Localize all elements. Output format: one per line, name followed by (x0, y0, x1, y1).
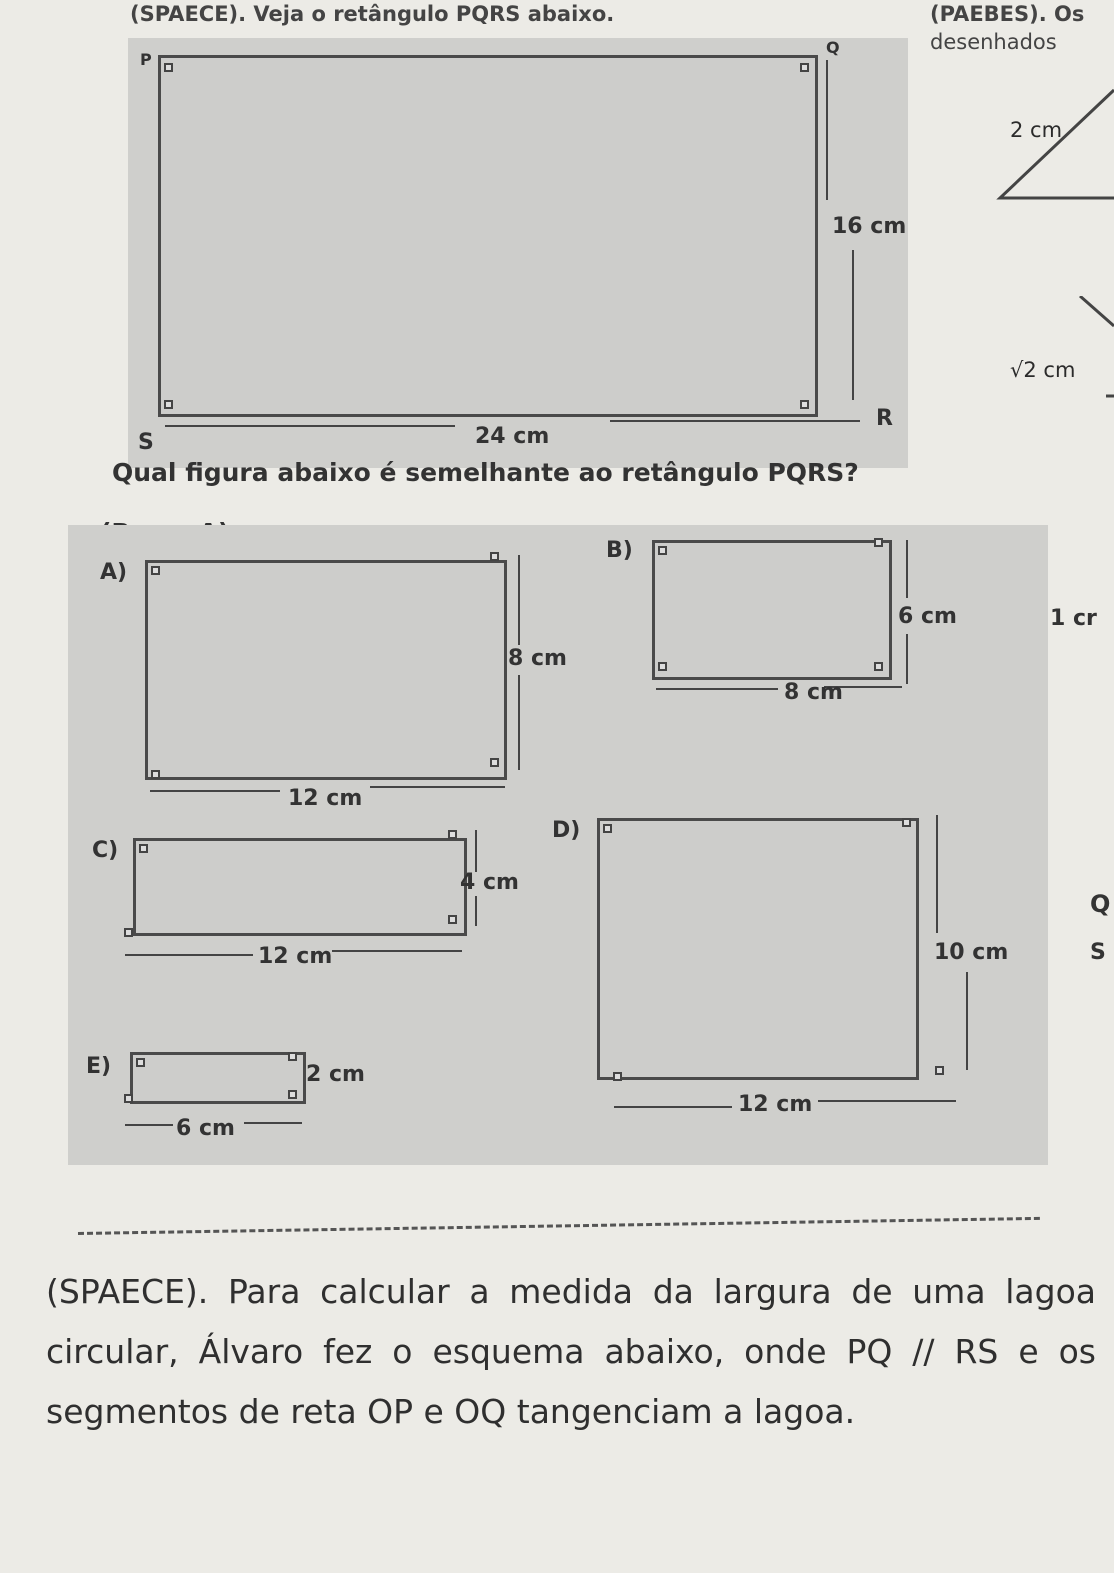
option-a-rectangle[interactable] (145, 560, 507, 780)
right-angle-icon (874, 538, 883, 547)
dimension-line (125, 954, 253, 956)
option-d-width: 12 cm (738, 1092, 813, 1117)
right-angle-icon (124, 928, 133, 937)
dimension-line (332, 950, 462, 952)
right-angle-icon (136, 1058, 145, 1067)
vertex-q: Q (826, 38, 840, 57)
vertex-s: S (138, 430, 154, 455)
dimension-line (475, 830, 477, 872)
dimension-line (818, 1100, 956, 1102)
width-label: 24 cm (475, 424, 550, 449)
triangle-side-label: 2 cm (1010, 118, 1063, 142)
right-column-header-2: desenhados (930, 30, 1057, 54)
right-angle-icon (448, 830, 457, 839)
question-text: Qual figura abaixo é semelhante ao retângulo PQRS? (112, 458, 859, 487)
dimension-line (936, 815, 938, 933)
dimension-line (826, 60, 828, 200)
option-c-letter: C) (92, 838, 119, 863)
rectangle-pqrs (158, 55, 818, 417)
option-e-rectangle[interactable] (130, 1052, 306, 1104)
dimension-line (906, 634, 908, 684)
section-divider (78, 1217, 1040, 1235)
option-e-letter: E) (86, 1054, 112, 1079)
partial-text: 1 cr (1050, 606, 1097, 631)
right-angle-icon (874, 662, 883, 671)
sqrt-side-label: √2 cm (1010, 358, 1076, 382)
option-b-rectangle[interactable] (652, 540, 892, 680)
vertex-r: R (876, 406, 893, 431)
option-a-letter: A) (100, 560, 128, 585)
right-angle-icon (288, 1052, 297, 1061)
right-angle-icon (151, 566, 160, 575)
dimension-line (150, 790, 280, 792)
right-angle-icon (603, 824, 612, 833)
right-column-header: (PAEBES). Os (930, 2, 1085, 26)
question-header: (SPAECE). Veja o retângulo PQRS abaixo. (130, 2, 615, 26)
partial-text: Q (1090, 890, 1111, 918)
option-d-height: 10 cm (934, 940, 1009, 965)
question-2-text: (SPAECE). Para calcular a medida da largura de uma lagoa circular, Álvaro fez o esquema abaixo, onde PQ // RS e os segmentos de reta OP e OQ tangenciam a lagoa. (46, 1272, 1096, 1431)
right-angle-icon (658, 662, 667, 671)
dimension-line (165, 425, 455, 427)
right-angle-icon (164, 400, 173, 409)
right-angle-icon (288, 1090, 297, 1099)
right-angle-icon (800, 400, 809, 409)
partial-figure (1070, 296, 1114, 436)
right-angle-icon (800, 63, 809, 72)
option-d-rectangle[interactable] (597, 818, 919, 1080)
right-angle-icon (490, 758, 499, 767)
right-angle-icon (902, 818, 911, 827)
dimension-line (610, 420, 860, 422)
right-angle-icon (490, 552, 499, 561)
dimension-line (370, 786, 505, 788)
right-angle-icon (613, 1072, 622, 1081)
option-e-height: 2 cm (306, 1062, 365, 1087)
right-angle-icon (935, 1066, 944, 1075)
option-a-height: 8 cm (508, 646, 567, 671)
vertex-p: P (140, 50, 152, 69)
dimension-line (614, 1106, 732, 1108)
dimension-line (518, 555, 520, 645)
right-angle-icon (151, 770, 160, 779)
option-c-width: 12 cm (258, 944, 333, 969)
right-angle-icon (139, 844, 148, 853)
option-c-height: 4 cm (460, 870, 519, 895)
dimension-line (475, 896, 477, 926)
option-d-letter: D) (552, 818, 581, 843)
right-angle-icon (448, 915, 457, 924)
option-b-height: 6 cm (898, 604, 957, 629)
height-label: 16 cm (832, 214, 907, 239)
dimension-line (244, 1122, 302, 1124)
triangle-figure (985, 80, 1114, 210)
option-b-width: 8 cm (784, 680, 843, 705)
right-angle-icon (164, 63, 173, 72)
option-b-letter: B) (606, 538, 633, 563)
right-angle-icon (124, 1094, 133, 1103)
dimension-line (656, 688, 778, 690)
dimension-line (966, 972, 968, 1070)
dimension-line (125, 1124, 173, 1126)
right-angle-icon (658, 546, 667, 555)
dimension-line (906, 540, 908, 598)
option-e-width: 6 cm (176, 1116, 235, 1141)
option-c-rectangle[interactable] (133, 838, 467, 936)
dimension-line (852, 250, 854, 400)
partial-text: S (1090, 940, 1106, 965)
option-a-width: 12 cm (288, 786, 363, 811)
dimension-line (518, 675, 520, 770)
